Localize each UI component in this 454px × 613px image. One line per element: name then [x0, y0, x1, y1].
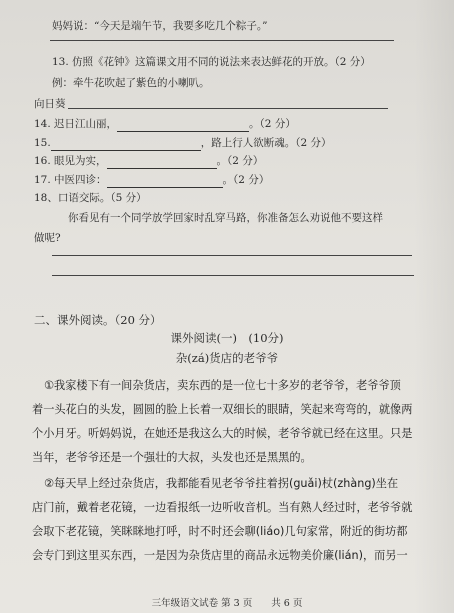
q16-line: [34, 153, 263, 169]
para1-line3: 个小月牙。听妈妈说，在她还是我这么大的时候，老爷爷就已经在这里。只是: [32, 427, 413, 440]
section2-heading: 二、课外阅读。（20 分）: [34, 313, 162, 327]
q18-title: 18、口语交际。（5 分）: [34, 192, 147, 204]
q17-line: [34, 172, 269, 188]
q15-line: [34, 135, 331, 151]
q16-text: 16. 眼见为实，: [34, 155, 107, 167]
q13-prompt: 13. 仿照《花钟》这篇课文用不同的说法来表达鲜花的开放。（2 分）: [52, 56, 371, 68]
q14-blank[interactable]: [117, 119, 249, 132]
q13-example: 例：牵牛花吹起了紫色的小喇叭。: [52, 77, 210, 89]
q17-blank[interactable]: [107, 175, 223, 188]
para2-line2: 店门前，戴着老花镜，一边看报纸一边听收音机。当有熟人经过时，老爷爷就: [32, 501, 413, 514]
q18-answer-line-1: [52, 255, 412, 256]
para2-line3: 会取下老花镜，笑眯眯地打呼，时不时还会聊(liáo)几句家常，附近的街坊都: [32, 525, 408, 538]
q17-text: 17. 中医四诊：: [34, 174, 107, 186]
q12-answer-line: [50, 40, 394, 41]
paragraph-1: [32, 374, 436, 470]
q14-line: [34, 116, 296, 132]
q16-blank[interactable]: [107, 156, 217, 169]
story-title: 杂(zá)货店的老爷爷: [175, 351, 279, 365]
q16-score: 。（2 分）: [216, 155, 264, 167]
para2-line1: ②每天早上经过杂货店，我都能看见老爷爷拄着拐(guǎi)杖(zhàng)坐在: [44, 477, 399, 490]
q17-score: 。（2 分）: [222, 174, 270, 186]
q12-sentence: 妈妈说：“今天是端午节，我要多吃几个粽子。”: [52, 20, 268, 32]
reading-title: 课外阅读(一) (10分): [170, 331, 284, 345]
q14-score: 。（2 分）: [249, 118, 296, 130]
q14-text: 14. 迟日江山丽，: [34, 118, 118, 130]
page-footer: 三年级语文试卷 第 3 页 共 6 页: [151, 598, 303, 609]
para1-line1: ①我家楼下有一间杂货店，卖东西的是一位七十多岁的老爷爷，老爷爷顶: [44, 379, 401, 392]
q18-prompt-line2: 做呢?: [34, 232, 61, 244]
para1-line4: 当年，老爷爷还是一个强壮的大叔，头发也还是黑黑的。: [32, 451, 312, 464]
paragraph-2: [32, 472, 436, 568]
q13-answer-line: [68, 108, 388, 109]
para2-line4: 会专门到这里买东西，一是因为杂货店里的商品永远物美价廉(lián)，而另一: [32, 549, 408, 562]
para1-line2: 着一头花白的头发，圆圆的脸上长着一双细长的眼睛，笑起来弯弯的，就像两: [32, 403, 413, 416]
q15-blank[interactable]: [51, 138, 201, 151]
q13-answer-prefix: 向日葵: [34, 98, 66, 110]
q15-mid: ，路上行人欲断魂。（2 分）: [200, 137, 332, 149]
q18-prompt-line1: 你看见有一个同学放学回家时乱穿马路，你准备怎么劝说他不要这样: [68, 212, 383, 224]
q18-answer-line-2: [52, 275, 414, 276]
q15-text: 15.: [34, 137, 51, 149]
